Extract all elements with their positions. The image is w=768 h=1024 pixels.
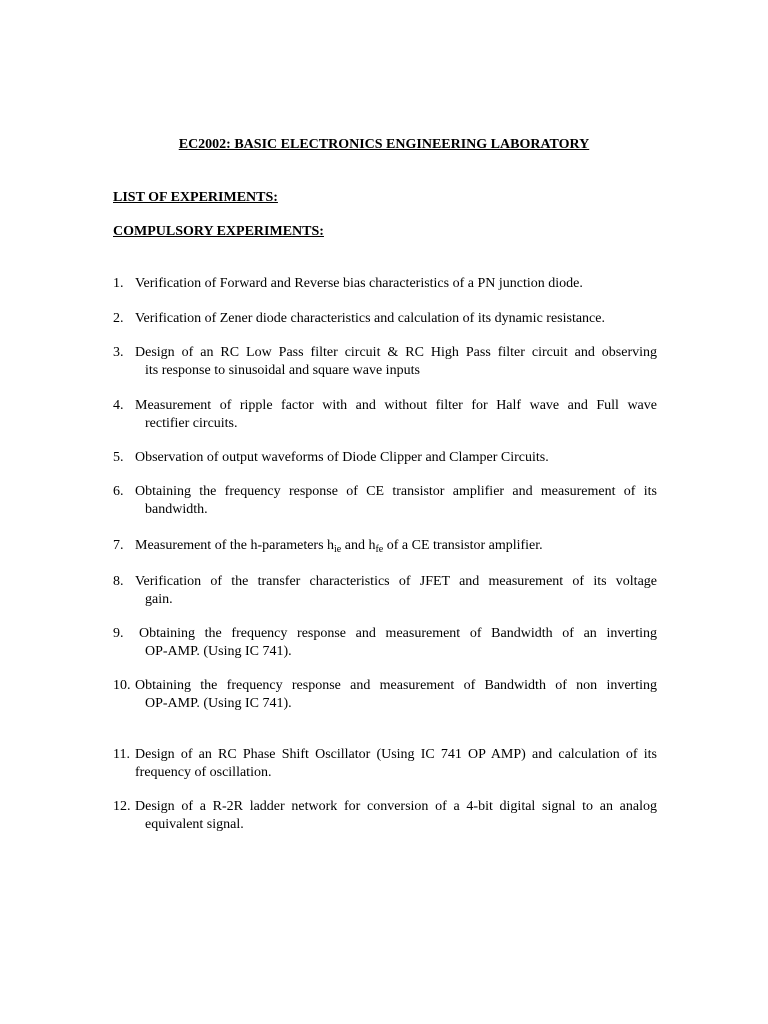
experiment-text bbox=[135, 449, 657, 467]
experiment-line: rectifier circuits. bbox=[145, 416, 238, 431]
experiment-line: equivalent signal. bbox=[145, 817, 244, 832]
experiment-item-4 bbox=[113, 397, 657, 433]
experiment-line: Design of an RC Low Pass filter circuit & RC High Pass filter circuit and observing bbox=[135, 345, 657, 360]
experiment-number: 1. bbox=[113, 276, 124, 291]
experiment-number: 11. bbox=[113, 747, 130, 762]
experiment-item-10 bbox=[113, 677, 657, 713]
experiment-line: its response to sinusoidal and square wave inputs bbox=[145, 363, 420, 378]
experiment-line: gain. bbox=[145, 592, 173, 607]
experiment-number: 4. bbox=[113, 398, 124, 413]
experiment-line: OP-AMP. (Using IC 741). bbox=[145, 696, 292, 711]
experiment-number: 8. bbox=[113, 574, 124, 589]
compulsory-experiments-heading: COMPULSORY EXPERIMENTS: bbox=[113, 224, 324, 239]
experiment-number: 9. bbox=[113, 626, 124, 641]
experiment-number: 2. bbox=[113, 311, 124, 326]
experiment-line: bandwidth. bbox=[145, 502, 208, 517]
experiment-item-3 bbox=[113, 344, 657, 380]
experiment-text bbox=[135, 397, 657, 433]
experiment-item-5 bbox=[113, 449, 657, 467]
experiment-text bbox=[135, 310, 657, 328]
experiment-item-2 bbox=[113, 310, 657, 328]
experiment-text bbox=[135, 344, 657, 380]
experiment-number: 5. bbox=[113, 450, 124, 465]
page-title: EC2002: BASIC ELECTRONICS ENGINEERING LABORATORY bbox=[178, 137, 590, 152]
experiment-item-11 bbox=[113, 746, 657, 782]
experiment-item-8 bbox=[113, 573, 657, 609]
experiment-line: Verification of Forward and Reverse bias characteristics of a PN junction diode. bbox=[135, 276, 583, 291]
experiment-line bbox=[135, 537, 657, 555]
experiment-item-6 bbox=[113, 483, 657, 519]
experiment-line: frequency of oscillation. bbox=[135, 765, 272, 780]
experiment-line: Obtaining the frequency response of CE transistor amplifier and measurement of its bbox=[135, 484, 657, 499]
experiment-item-1 bbox=[113, 275, 657, 293]
h-parameter-text-after: of a CE transistor amplifier. bbox=[383, 538, 543, 553]
h-parameter-subscript-fe: fe bbox=[375, 544, 384, 555]
list-of-experiments-heading: LIST OF EXPERIMENTS: bbox=[113, 190, 278, 205]
experiment-line: Observation of output waveforms of Diode Clipper and Clamper Circuits. bbox=[135, 450, 549, 465]
experiment-item-12 bbox=[113, 798, 657, 834]
experiment-line: OP-AMP. (Using IC 741). bbox=[145, 644, 292, 659]
experiment-text bbox=[135, 275, 657, 293]
experiment-text bbox=[135, 573, 657, 609]
experiment-text bbox=[135, 537, 657, 555]
experiment-line: Obtaining the frequency response and measurement of Bandwidth of non inverting bbox=[135, 678, 657, 693]
experiment-number: 12. bbox=[113, 799, 131, 814]
experiment-text bbox=[135, 746, 657, 782]
experiment-line: Design of a R-2R ladder network for conversion of a 4-bit digital signal to an analog bbox=[135, 799, 657, 814]
experiment-line: Verification of the transfer characteristics of JFET and measurement of its voltage bbox=[135, 574, 657, 589]
experiment-number: 10. bbox=[113, 678, 131, 693]
experiment-text bbox=[135, 677, 657, 713]
experiment-text bbox=[135, 798, 657, 834]
experiment-item-9 bbox=[113, 625, 657, 661]
experiment-number: 7. bbox=[113, 538, 124, 553]
experiment-line: Verification of Zener diode characteristics and calculation of its dynamic resistance. bbox=[135, 311, 605, 326]
h-parameter-text-before: Measurement of the h-parameters h bbox=[135, 538, 335, 553]
experiment-number: 3. bbox=[113, 345, 124, 360]
h-parameter-subscript-ie: ie bbox=[334, 544, 342, 555]
experiment-number: 6. bbox=[113, 484, 124, 499]
experiment-line: Design of an RC Phase Shift Oscillator (Using IC 741 OP AMP) and calculation of its bbox=[135, 747, 657, 762]
experiment-text bbox=[139, 625, 657, 661]
experiment-line: Obtaining the frequency response and measurement of Bandwidth of an inverting bbox=[139, 626, 657, 641]
experiment-text bbox=[135, 483, 657, 519]
experiment-line: Measurement of ripple factor with and without filter for Half wave and Full wave bbox=[135, 398, 657, 413]
h-parameter-text-middle: and h bbox=[341, 538, 376, 553]
experiment-item-7 bbox=[113, 537, 657, 555]
